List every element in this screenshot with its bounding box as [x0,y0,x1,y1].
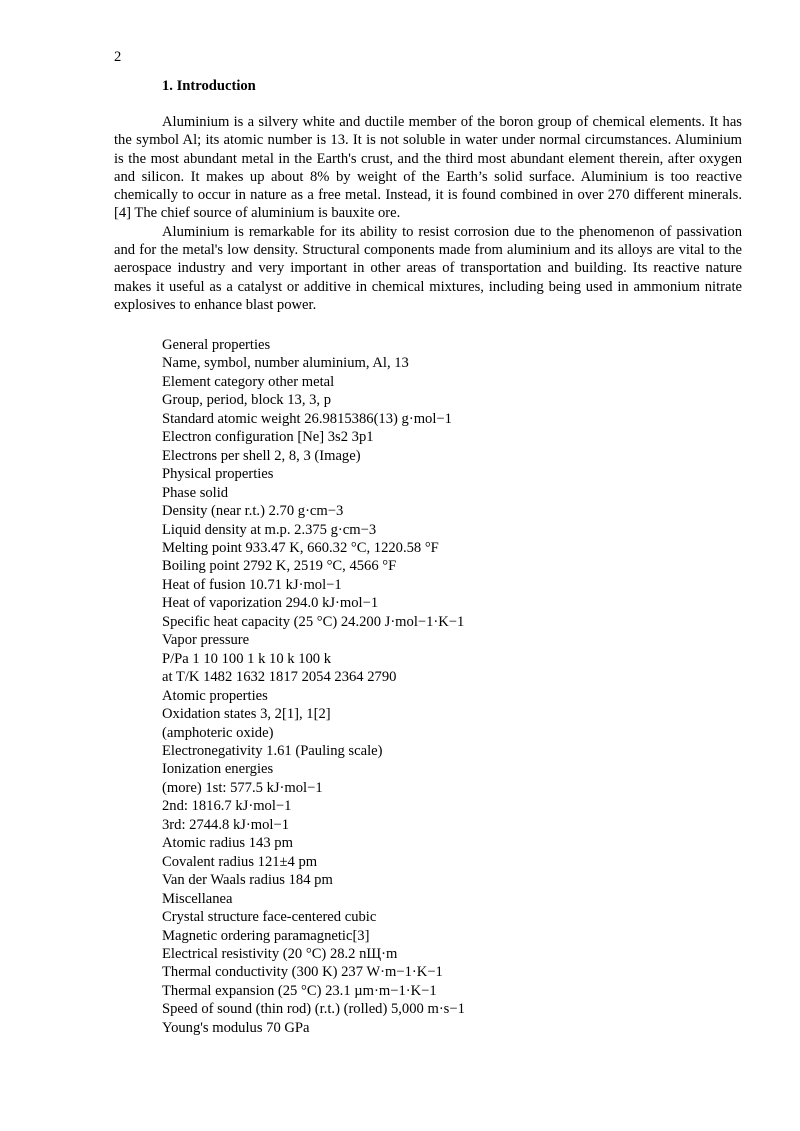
property-line: Atomic radius 143 pm [162,835,293,852]
property-line: Standard atomic weight 26.9815386(13) g·mol−1 [162,410,452,427]
property-line: Density (near r.t.) 2.70 g·cm−3 [162,503,344,520]
property-line: Phase solid [162,484,229,501]
property-line: Thermal conductivity (300 K) 237 W·m−1·K−1 [162,964,443,981]
property-line: Boiling point 2792 K, 2519 °C, 4566 °F [162,558,397,575]
properties-list [162,336,722,1037]
property-line: Speed of sound (thin rod) (r.t.) (rolled) 5,000 m·s−1 [162,1001,465,1018]
property-line: Magnetic ordering paramagnetic[3] [162,927,370,944]
property-line: at T/K 1482 1632 1817 2054 2364 2790 [162,669,397,686]
property-line: Group, period, block 13, 3, p [162,392,332,409]
property-line: Melting point 933.47 K, 660.32 °C, 1220.58 °F [162,539,439,556]
section-heading: 1. Introduction [162,78,256,94]
property-line: Element category other metal [162,373,335,390]
property-line: 3rd: 2744.8 kJ·mol−1 [162,816,290,833]
property-line: Ionization energies [162,761,274,778]
property-line: Heat of vaporization 294.0 kJ·mol−1 [162,595,379,612]
property-line: Young's modulus 70 GPa [162,1019,310,1036]
property-line: Heat of fusion 10.71 kJ·mol−1 [162,576,342,593]
intro-body [114,113,742,314]
property-line: Covalent radius 121±4 pm [162,853,318,870]
property-line: Name, symbol, number aluminium, Al, 13 [162,355,409,372]
page-number: 2 [114,49,122,65]
property-line: Electrical resistivity (20 °C) 28.2 nЩ·m [162,945,398,962]
property-line: Liquid density at m.p. 2.375 g·cm−3 [162,521,377,538]
property-line: Atomic properties [162,687,268,704]
property-line: 2nd: 1816.7 kJ·mol−1 [162,798,292,815]
property-line: Vapor pressure [162,632,250,649]
property-line: Oxidation states 3, 2[1], 1[2] [162,706,331,723]
property-line: Specific heat capacity (25 °C) 24.200 J·mol−1·K−1 [162,613,465,630]
intro-paragraph: Aluminium is remarkable for its ability to resist corrosion due to the phenomenon of passivation and for the metal's low density. Structural components made from aluminium and its alloys are vital to the aerospace industry and very important in other areas of transportation and building. Its reactive nature makes it useful as a catalyst or additive in chemical mixtures, including being used in ammonium nitrate explosives to enhance blast power. [114,223,742,313]
property-line: (more) 1st: 577.5 kJ·mol−1 [162,779,323,796]
property-line: Thermal expansion (25 °C) 23.1 µm·m−1·K−1 [162,982,437,999]
property-line: Electrons per shell 2, 8, 3 (Image) [162,447,361,464]
property-line: Physical properties [162,466,274,483]
property-line: (amphoteric oxide) [162,724,274,741]
property-line: Miscellanea [162,890,233,907]
property-line: Electronegativity 1.61 (Pauling scale) [162,742,383,759]
property-line: P/Pa 1 10 100 1 k 10 k 100 k [162,650,332,667]
property-line: Van der Waals radius 184 pm [162,872,333,889]
property-line: General properties [162,337,271,353]
property-line: Crystal structure face-centered cubic [162,909,377,926]
intro-paragraph: Aluminium is a silvery white and ductile member of the boron group of chemical elements. It has the symbol Al; its atomic number is 13. It is not soluble in water under normal circumstances. Aluminium is the most abundant metal in the Earth's crust, and the third most abundant element therein, after oxygen and silicon. It makes up about 8% by weight of the Earth’s solid surface. Aluminium is too reactive chemically to occur in nature as a free metal. Instead, it is found combined in over 270 different minerals.[4] The chief source of aluminium is bauxite ore. [114,114,742,222]
property-line: Electron configuration [Ne] 3s2 3p1 [162,429,374,446]
